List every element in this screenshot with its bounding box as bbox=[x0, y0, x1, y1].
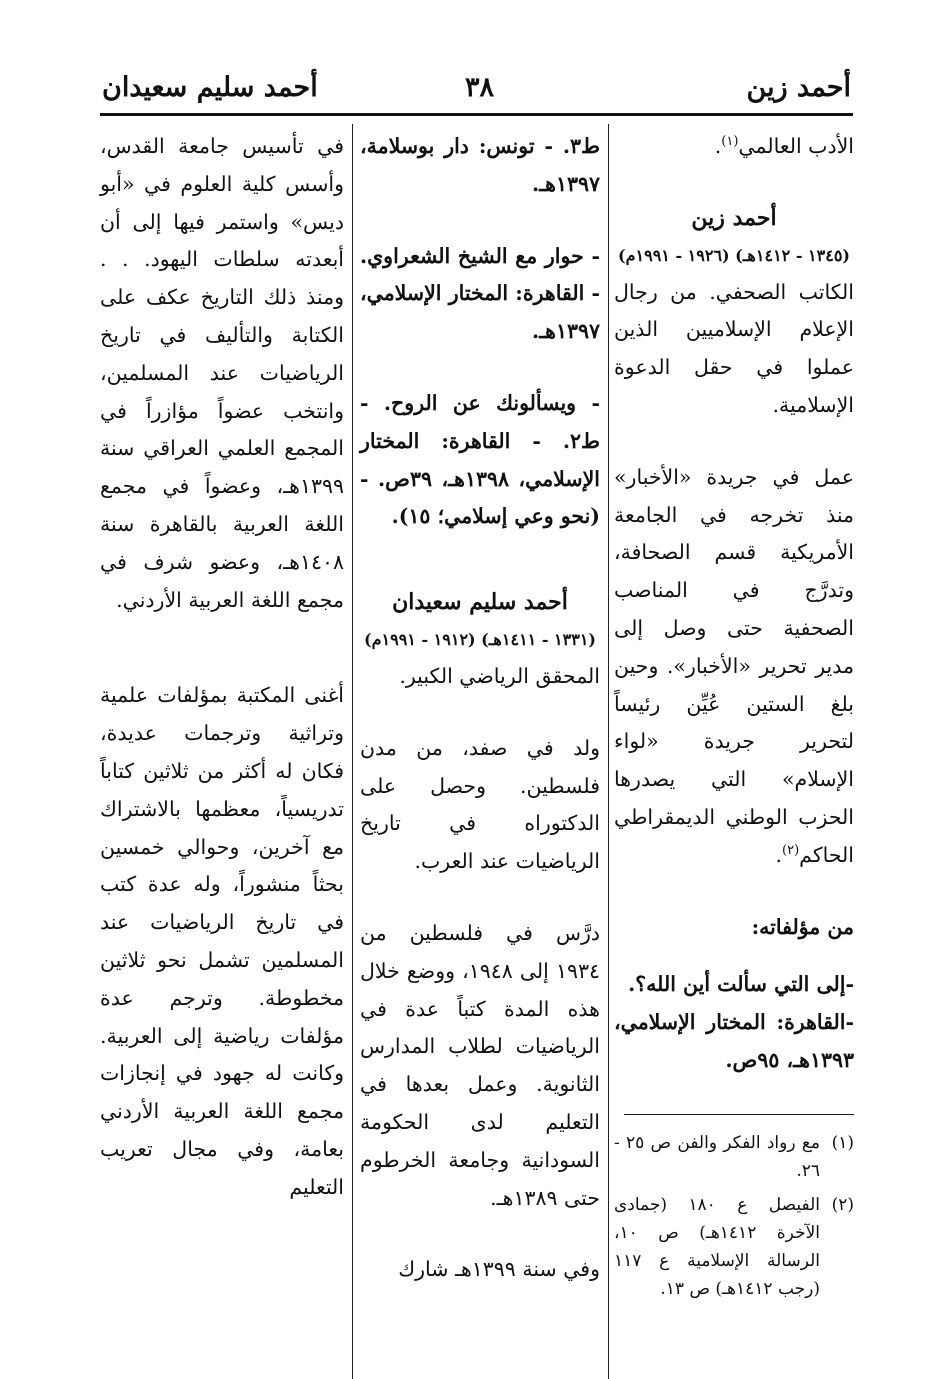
footnote-text: مع رواد الفكر والفن ص ٢٥ - ٢٦. bbox=[614, 1132, 820, 1181]
biography-body: عمل في جريدة «الأخبار» منذ تخرجه في الجامعة الأمريكية قسم الصحافة، وتدرَّج في المناصب الصحفية حتى وصل إلى مدير تحرير «الأخبار». وحين بلغ الستين عُيِّن رئيساً لتحرير جريدة «لواء الإسلام» التي يصدرها الحزب الوطني الديمقراطي الحاكم bbox=[614, 464, 854, 867]
bibliography-item: ط٣. - تونس: دار بوسلامة، ١٣٩٧هـ. bbox=[360, 134, 600, 196]
entry-title-saidan: أحمد سليم سعيدان bbox=[392, 589, 568, 616]
entry-paragraph: في تأسيس جامعة القدس، وأسس كلية العلوم في «أبو ديس» واستمر فيها إلى أن أبعدته سلطات اليهود. . . ومنذ ذلك التاريخ عكف على الكتابة والتأليف في تاريخ الرياضيات عند المسلمين، وانتخب عضواً مؤازراً في المجمع العلمي العراقي سنة ١٣٩٩هـ، وعضواً في مجمع اللغة العربية بالقاهرة سنة ١٤٠٨هـ، وعضو شرف في مجمع اللغة العربية الأردني. bbox=[100, 134, 344, 612]
continued-text bbox=[614, 128, 854, 166]
footnote-rule bbox=[624, 1114, 854, 1115]
continued-text-body: الأدب العالمي bbox=[738, 134, 854, 158]
middle-column bbox=[360, 128, 600, 1289]
entry-dates-ahmad-zein: (١٣٤٥ - ١٤١٢هـ) (١٩٢٦ - ١٩٩١م) bbox=[618, 245, 850, 265]
work-title: -إلى التي سألت أين الله؟. bbox=[628, 972, 854, 997]
footnote-1 bbox=[614, 1129, 854, 1185]
column-divider-right bbox=[608, 124, 609, 1379]
entry-dates-saidan: (١٣٣١ - ١٤١١هـ) (١٩١٢ - ١٩٩١م) bbox=[364, 629, 596, 649]
running-title-right: أحمد زين bbox=[746, 72, 851, 103]
biography-end: . bbox=[775, 842, 783, 867]
entry-intro: المحقق الرياضي الكبير. bbox=[399, 663, 600, 688]
entry-title-ahmad-zein: أحمد زين bbox=[691, 204, 777, 231]
page-number: ٣٨ bbox=[465, 72, 495, 103]
footnote-text: الفيصل ع ١٨٠ (جمادى الآخرة ١٤١٢هـ) ص ١٠، الرسالة الإسلامية ع ١١٧ (رجب ١٤١٢هـ) ص ١٣. bbox=[614, 1194, 820, 1299]
entry-paragraph: ولد في صفد، من مدن فلسطين. وحصل على الدكتوراه في تاريخ الرياضيات عند العرب. bbox=[360, 735, 600, 874]
header-rule bbox=[100, 113, 853, 116]
column-divider-left bbox=[352, 124, 353, 1379]
entry-intro: الكاتب الصحفي. من رجال الإعلام الإسلاميين الذين عملوا في حقل الدعوة الإسلامية. bbox=[614, 279, 854, 417]
works-heading: من مؤلفاته: bbox=[751, 914, 854, 939]
work-publication: -القاهرة: المختار الإسلامي، ١٣٩٣هـ، ٩٥ص. bbox=[614, 1010, 854, 1072]
right-column bbox=[614, 128, 854, 1309]
bibliography-item: - ويسألونك عن الروح. - ط٢. - القاهرة: المختار الإسلامي، ١٣٩٨هـ، ٣٩ص. - (نحو وعي إسلامي؛ ١٥). bbox=[360, 390, 600, 529]
left-column bbox=[100, 128, 344, 1207]
entry-paragraph: وفي سنة ١٣٩٩هـ شارك bbox=[398, 1257, 600, 1282]
page-header bbox=[0, 0, 951, 118]
running-title-left: أحمد سليم سعيدان bbox=[102, 72, 318, 103]
continued-text-end: . bbox=[714, 134, 722, 158]
footnote-number: (١) bbox=[831, 1132, 854, 1153]
footnote-ref-2: (٢) bbox=[782, 842, 800, 858]
entry-paragraph: درَّس في فلسطين من ١٩٣٤ إلى ١٩٤٨، ووضع خلال هذه المدة كتباً عدة في الرياضيات لطلاب المدارس الثانوية. وعمل بعدها في التعليم لدى الحكومة السودانية وجامعة الخرطوم حتى ١٣٨٩هـ. bbox=[360, 920, 600, 1210]
bibliography-item: - حوار مع الشيخ الشعراوي. - القاهرة: المختار الإسلامي، ١٣٩٧هـ. bbox=[360, 243, 600, 344]
footnote-number: (٢) bbox=[831, 1194, 854, 1215]
footnote-2 bbox=[614, 1191, 854, 1303]
entry-paragraph: أغنى المكتبة بمؤلفات علمية وتراثية وترجمات عديدة، فكان له أكثر من ثلاثين كتاباً تدريسياً، معظمها بالاشتراك مع آخرين، وحوالي خمسين بحثاً منشوراً، وله عدة كتب في تاريخ الرياضيات عند المسلمين تشمل نحو ثلاثين مخطوطة. وترجم عدة مؤلفات رياضية إلى العربية. وكانت له جهود في إنجازات مجمع اللغة العربية الأردني بعامة، وفي مجال تعريب التعليم bbox=[100, 683, 344, 1199]
footnote-ref-1: (١) bbox=[721, 134, 739, 150]
entry-biography bbox=[614, 459, 854, 875]
